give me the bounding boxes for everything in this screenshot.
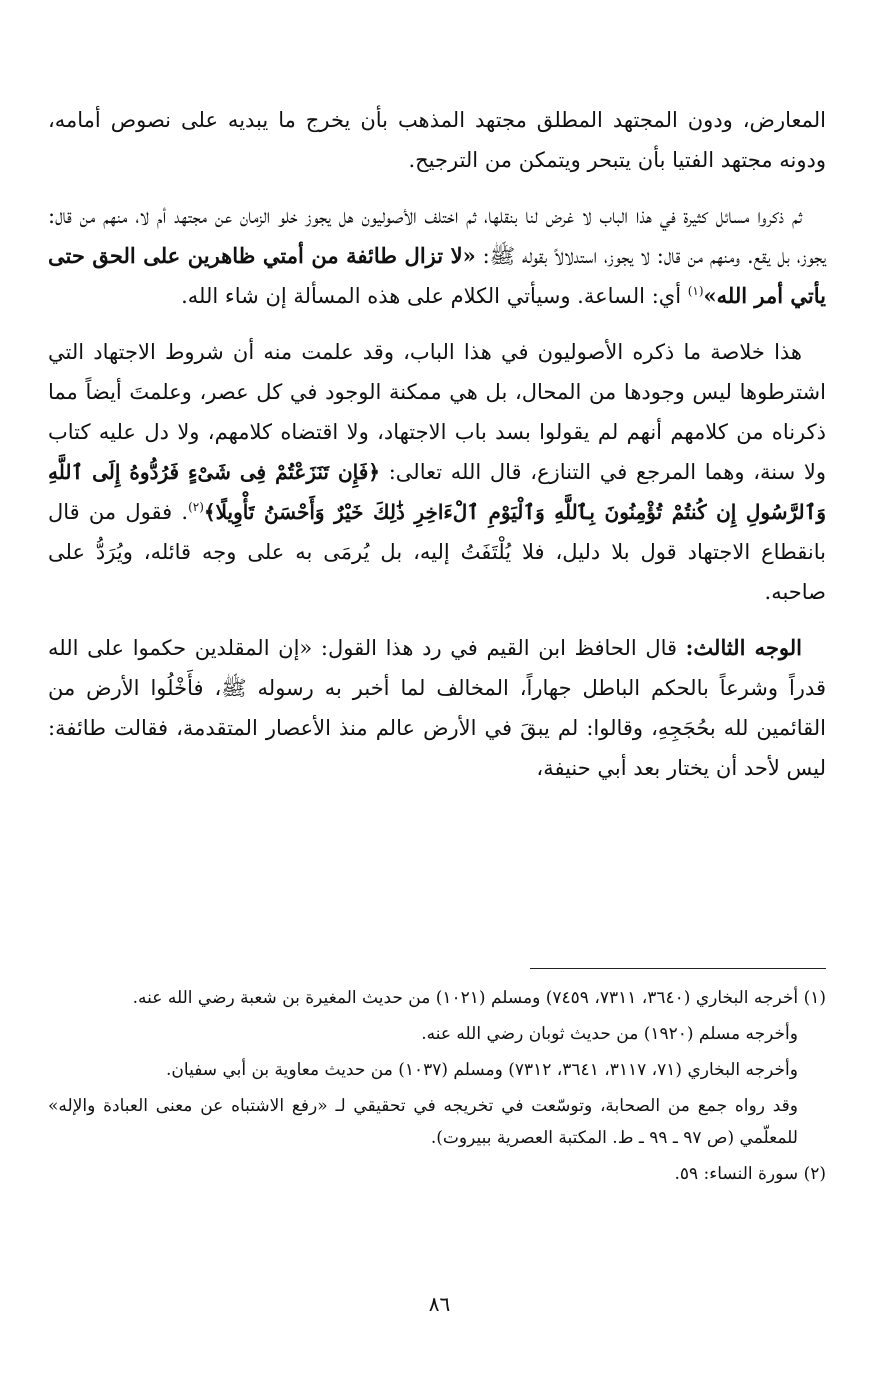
footnotes: [48, 982, 826, 1194]
footnote-2-number: (٢): [803, 1164, 826, 1184]
section-heading: الوجه الثالث:: [685, 635, 803, 660]
paragraph-3-text-b: . فقول من قال بانقطاع الاجتهاد قول بلا دليل، فلا يُلْتَفَتُ إليه، بل يُرمَى به على وجه قائله، ويُرَدُّ على صاحبه.: [48, 500, 826, 604]
footnote-1-line-b: وأخرجه مسلم (١٩٢٠) من حديث ثوبان رضي الله عنه.: [421, 1024, 798, 1044]
footnote-2: [48, 1158, 826, 1190]
paragraph-2-text-a: ثم ذكروا مسائل كثيرة في هذا الباب لا غرض لنا بنقلها، ثم اختلف الأصوليون هل يجوز خلو الزمان عن مجتهد أم لا، منهم من قال: يجوز، بل يقع. ومنهم من قال: لا يجوز، استدلالاً بقوله ﷺ:: [48, 204, 826, 268]
paragraph-1: [48, 100, 826, 180]
page-number: ٨٦: [428, 1292, 451, 1316]
footnote-1-number: (١): [803, 988, 826, 1008]
hadith-quote: «لا تزال طائفة من أمتي ظاهرين على الحق حتى يأتي أمر الله»: [48, 243, 826, 308]
paragraph-3-text-a: هذا خلاصة ما ذكره الأصوليون في هذا الباب، وقد علمت منه أن شروط الاجتهاد التي اشترطوها ليس وجودها من المحال، بل هي ممكنة الوجود في كل عصر، وعلمتَ أيضاً مما ذكرناه من كلامهم أنهم لم يقولوا بسد باب الاجتهاد، ولا اقتضاه كلامهم، ولا دل عليه كتاب ولا سنة، وهما المرجع في التنازع، قال الله تعالى:: [48, 340, 826, 484]
footnote-ref-1: (١): [687, 284, 704, 298]
footnote-divider: [530, 968, 826, 969]
footnote-1-text: أخرجه البخاري (٣٦٤٠، ٧٣١١، ٧٤٥٩) ومسلم (١٠٢١) من حديث المغيرة بن شعبة رضي الله عنه.: [132, 988, 799, 1008]
footnote-1-line-d: وقد رواه جمع من الصحابة، وتوسّعت في تخريجه في تحقيقي لـ «رفع الاشتباه عن معنى العبادة والإله» للمعلّمي (ص ٩٧ ـ ٩٩ ـ ط. المكتبة العصرية ببيروت).: [48, 1096, 798, 1148]
paragraph-3: [48, 332, 826, 612]
footnote-1-line-c: وأخرجه البخاري (٧١، ٣١١٧، ٣٦٤١، ٧٣١٢) ومسلم (١٠٣٧) من حديث معاوية بن أبي سفيان.: [166, 1060, 798, 1080]
footnote-ref-2: (٢): [188, 500, 204, 514]
paragraph-4-text: قال الحافظ ابن القيم في رد هذا القول: «إن المقلدين حكموا على الله قدراً وشرعاً بالحكم الباطل جهاراً، المخالف لما أخبر به رسوله ﷺ، فأَخْلُوا الأرض من القائمين لله بحُجَجِهِ، وقالوا: لم يبقَ في الأرض عالم منذ الأعصار المتقدمة، فقالت طائفة: ليس لأحد أن يختار بعد أبي حنيفة،: [48, 636, 826, 780]
footnote-1: [48, 982, 826, 1014]
footnote-2-text: سورة النساء: ٥٩.: [674, 1164, 799, 1184]
paragraph-1-text: المعارض، ودون المجتهد المطلق مجتهد المذهب بأن يخرج ما يبديه على نصوص أمامه، ودونه مجتهد الفتيا بأن يتبحر ويتمكن من الترجيح.: [48, 108, 826, 172]
paragraph-4: [48, 628, 826, 788]
main-text: [48, 100, 826, 804]
quran-verse: ﴿فَإِن تَنَزَعْتُمْ فِى شَىْءٍ فَرُدُّوهُ إِلَى ٱللَّهِ وَٱلرَّسُولِ إِن كُنتُمْ تُؤْمِنُونَ بِٱللَّهِ وَٱلْيَوْمِ ٱلْءَاخِرِ ذَٰلِكَ خَيْرٌ وَأَحْسَنُ تَأْوِيلًا﴾: [48, 460, 826, 524]
paragraph-2: [48, 196, 826, 316]
paragraph-2-text-b: أي: الساعة. وسيأتي الكلام على هذه المسألة إن شاء الله.: [181, 284, 688, 308]
